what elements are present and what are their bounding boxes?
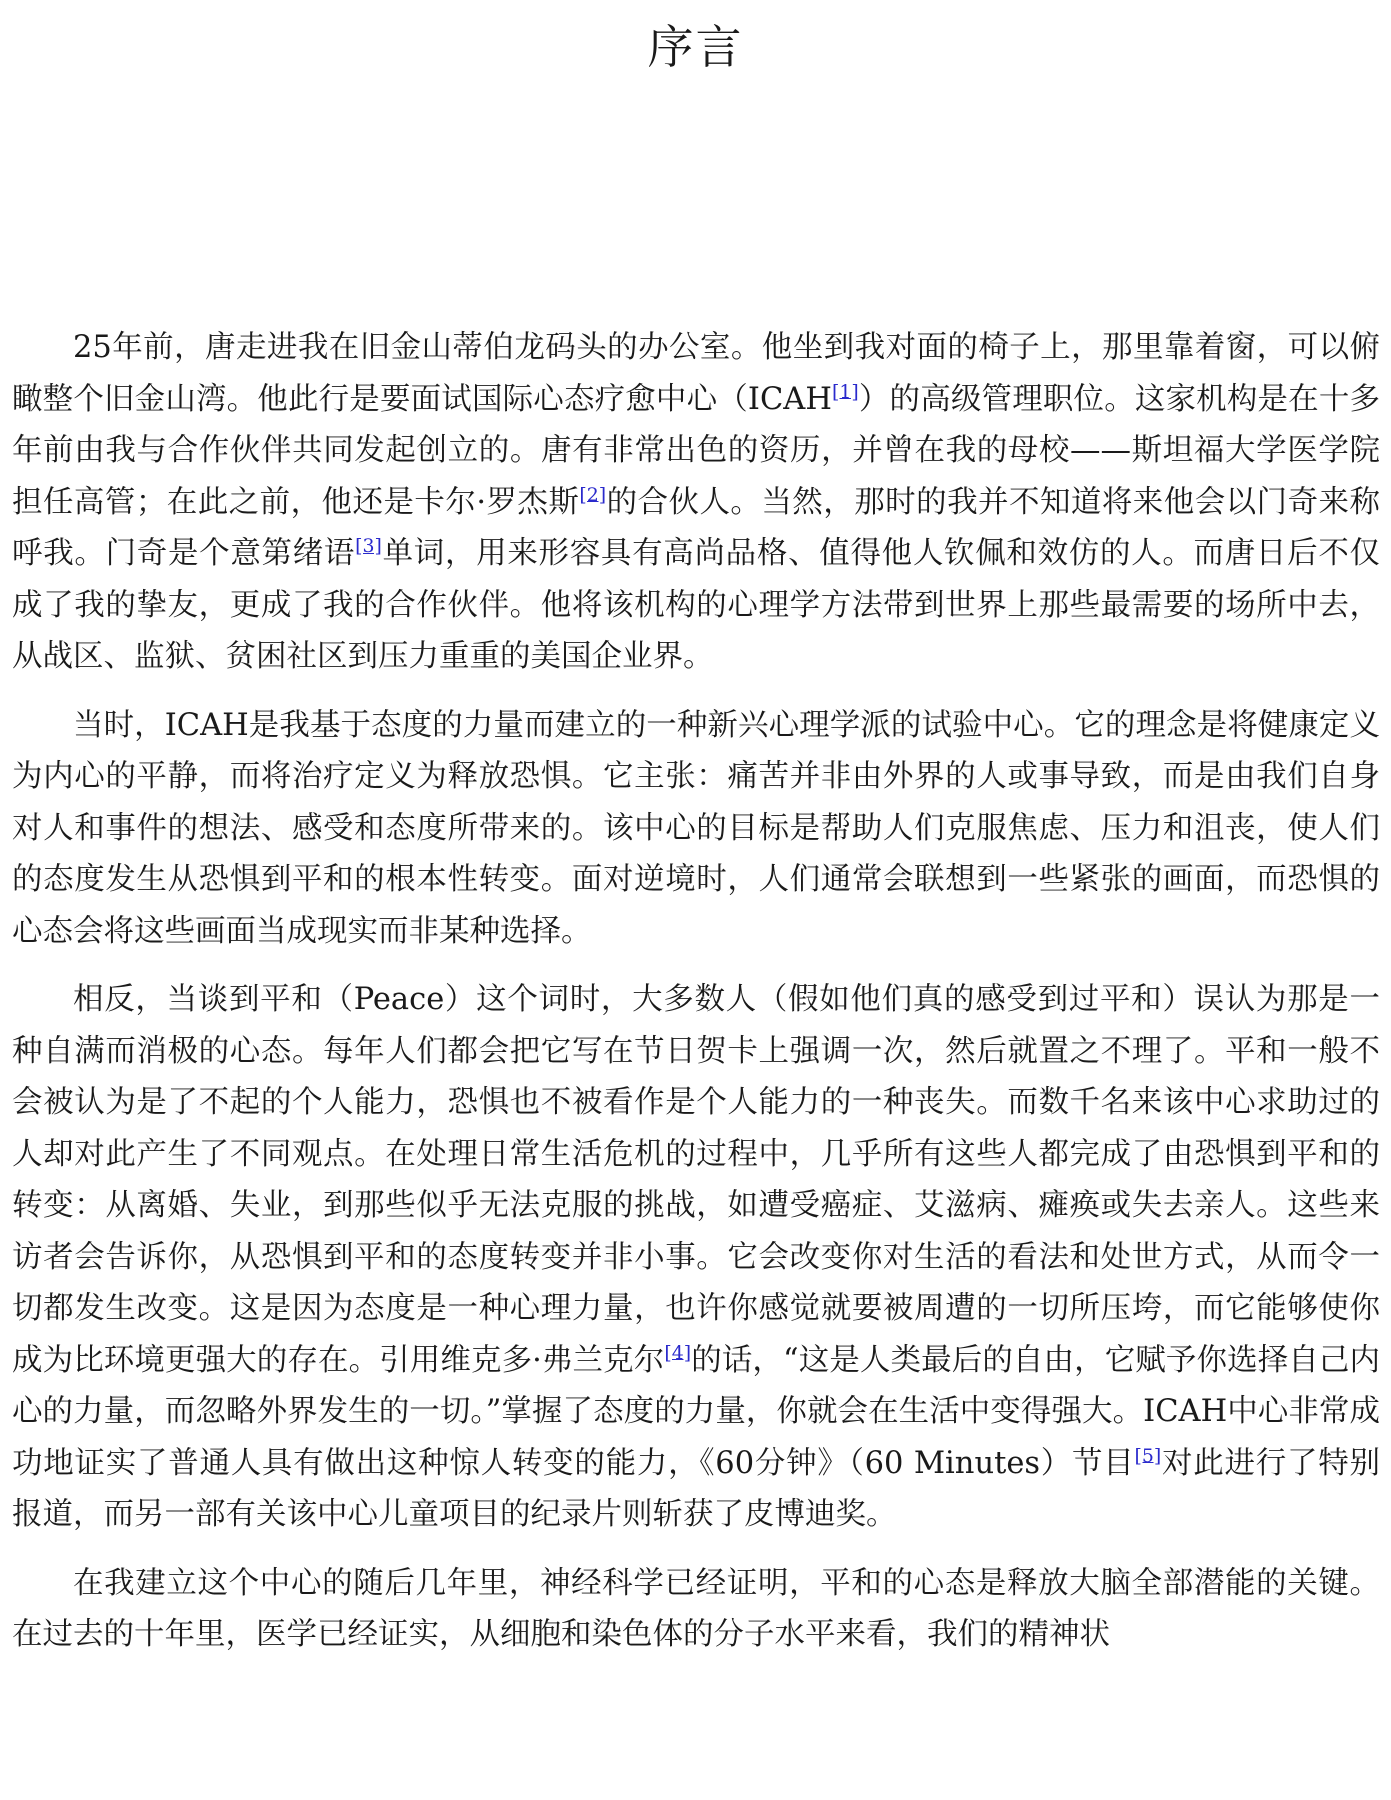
paragraph-text: 的话，“这是人类最后的自由，它赋予你选择自己内心的力量，而忽略外界发生的一切。”掌握了态度的力量，你就会在生活中变得强大。ICAH中心非常成功地证实了普通人具有做出这种惊人转变的能力，《60分钟》（60 Minutes）节目: [12, 1342, 1380, 1481]
footnote-link[interactable]: [2]: [579, 483, 607, 506]
paragraph-text: 在我建立这个中心的随后几年里，神经科学已经证明，平和的心态是释放大脑全部潜能的关键。在过去的十年里，医学已经证实，从细胞和染色体的分子水平来看，我们的精神状: [12, 1565, 1380, 1652]
body-text: [12, 322, 1380, 1678]
footnote-link[interactable]: [3]: [355, 534, 382, 557]
footnote-link[interactable]: [5]: [1134, 1444, 1162, 1467]
paragraph-text: 对此进行了特别报道，而另一部有关该中心儿童项目的纪录片则斩获了皮博迪奖。: [12, 1445, 1381, 1532]
paragraph: [12, 974, 1380, 1541]
paragraph-text: 当时，ICAH是我基于态度的力量而建立的一种新兴心理学派的试验中心。它的理念是将健康定义为内心的平静，而将治疗定义为释放恐惧。它主张：痛苦并非由外界的人或事导致，而是由我们自身对人和事件的想法、感受和态度所带来的。该中心的目标是帮助人们克服焦虑、压力和沮丧，使人们的态度发生从恐惧到平和的根本性转变。面对逆境时，人们通常会联想到一些紧张的画面，而恐惧的心态会将这些画面当成现实而非某种选择。: [12, 707, 1380, 949]
paragraph-text: 单词，用来形容具有高尚品格、值得他人钦佩和效仿的人。而唐日后不仅成了我的挚友，更成了我的合作伙伴。他将该机构的心理学方法带到世界上那些最需要的场所中去，从战区、监狱、贫困社区到压力重重的美国企业界。: [12, 536, 1381, 674]
paragraph-text: 的合伙人。当然，那时的我并不知道将来他会以门奇来称呼我。门奇是个意第绪语: [12, 484, 1380, 571]
paragraph: [12, 322, 1380, 683]
footnote-link[interactable]: [1]: [831, 380, 859, 403]
page-title: 序言: [647, 20, 744, 74]
paragraph: [12, 700, 1380, 958]
footnote-link[interactable]: [4]: [664, 1341, 692, 1364]
paragraph: [12, 1558, 1380, 1661]
paragraph-text: ）的高级管理职位。这家机构是在十多年前由我与合作伙伴共同发起创立的。唐有非常出色的资历，并曾在我的母校——斯坦福大学医学院担任高管；在此之前，他还是卡尔·罗杰斯: [12, 381, 1380, 520]
paragraph-text: 25年前，唐走进我在旧金山蒂伯龙码头的办公室。他坐到我对面的椅子上，那里靠着窗，可以俯瞰整个旧金山湾。他此行是要面试国际心态疗愈中心（ICAH: [12, 330, 1380, 417]
paragraph-text: 相反，当谈到平和（Peace）这个词时，大多数人（假如他们真的感受到过平和）误认为那是一种自满而消极的心态。每年人们都会把它写在节日贺卡上强调一次，然后就置之不理了。平和一般不会被认为是了不起的个人能力，恐惧也不被看作是个人能力的一种丧失。而数千名来该中心求助过的人却对此产生了不同观点。在处理日常生活危机的过程中，几乎所有这些人都完成了由恐惧到平和的转变：从离婚、失业，到那些似乎无法克服的挑战，如遭受癌症、艾滋病、瘫痪或失去亲人。这些来访者会告诉你，从恐惧到平和的态度转变并非小事。它会改变你对生活的看法和处世方式，从而令一切都发生改变。这是因为态度是一种心理力量，也许你感觉就要被周遭的一切所压垮，而它能够使你成为比环境更强大的存在。引用维克多·弗兰克尔: [12, 982, 1380, 1378]
